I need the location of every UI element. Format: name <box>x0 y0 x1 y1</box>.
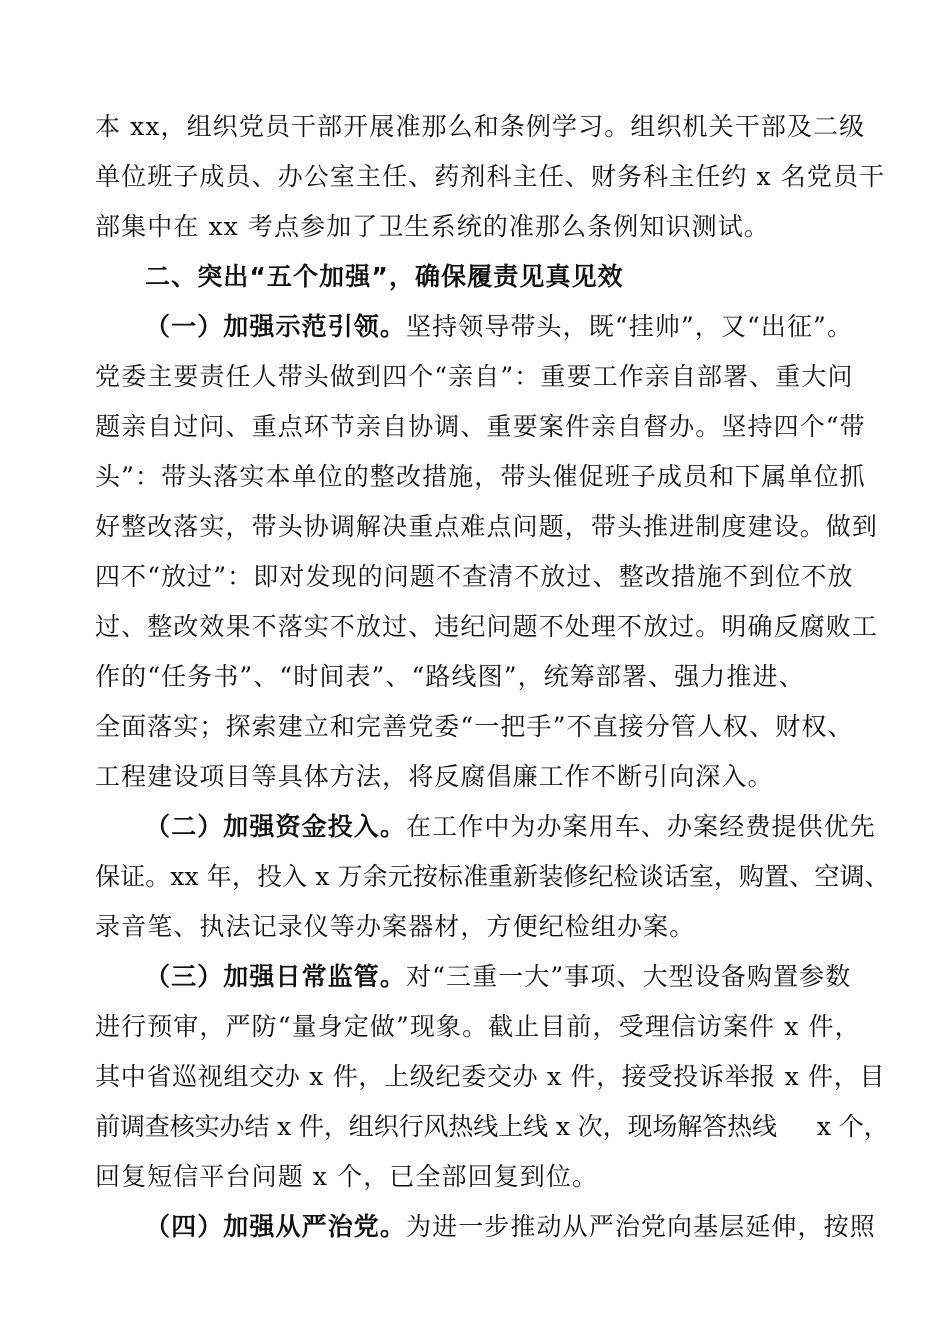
body-text-line: 全面落实；探索建立和完善党委“一把手”不直接分管人权、财权、 <box>95 712 854 741</box>
subsection-4-title: （四）加强从严治党。 <box>145 1212 407 1241</box>
body-text-line: 作的“任务书”、“时间表”、“路线图”，统筹部署、强力推进、 <box>95 662 805 691</box>
body-text-line: 录音笔、执法记录仪等办案器材，方便纪检组办案。 <box>95 912 696 941</box>
body-text-line: 四不“放过”：即对发现的问题不查清不放过、整改措施不到位不放 <box>95 562 854 591</box>
body-text-line: 其中省巡视组交办 x 件，上级纪委交办 x 件，接受投诉举报 x 件，目 <box>95 1062 886 1091</box>
body-text-line <box>95 1112 889 1142</box>
body-text-line: 本 xx，组织党员干部开展准那么和条例学习。组织机关干部及二级 <box>95 112 866 141</box>
body-text-line: 保证。xx 年，投入 x 万余元按标准重新装修纪检谈话室，购置、空调、 <box>95 862 890 891</box>
subsection-1-title: （一）加强示范引领。 <box>145 312 407 341</box>
subsection-3-lead: 对“三重一大”事项、大型设备购置参数 <box>406 962 852 991</box>
body-text-segment: 前调查核实办结 x 件，组织行风热线上线 x 次，现场解答热线 <box>95 1112 777 1141</box>
subsection-4-first-line <box>145 1212 876 1242</box>
body-text-line: 部集中在 xx 考点参加了卫生系统的准那么条例知识测试。 <box>95 212 770 241</box>
subsection-2-lead: 在工作中为办案用车、办案经费提供优先 <box>406 812 876 841</box>
body-text-line: 好整改落实，带头协调解决重点难点问题，带头推进制度建设。做到 <box>95 512 879 541</box>
body-text-line: 党委主要责任人带头做到四个“亲自”：重要工作亲自部署、重大问 <box>95 362 854 391</box>
subsection-3-first-line <box>145 962 851 992</box>
subsection-2-first-line <box>145 812 876 842</box>
subsection-2-title: （二）加强资金投入。 <box>145 812 407 841</box>
subsection-1-lead: 坚持领导带头，既“挂帅”，又“出征”。 <box>406 312 854 341</box>
body-text-line: 单位班子成员、办公室主任、药剂科主任、财务科主任约 x 名党员干 <box>95 162 886 191</box>
body-text-line: 题亲自过问、重点环节亲自协调、重要案件亲自督办。坚持四个“带 <box>95 412 866 441</box>
body-text-segment: x 个， <box>816 1112 889 1141</box>
body-text-line: 过、整改效果不落实不放过、违纪问题不处理不放过。明确反腐败工 <box>95 612 879 641</box>
body-text-line: 工程建设项目等具体方法，将反腐倡廉工作不断引向深入。 <box>95 762 774 791</box>
subsection-4-lead: 为进一步推动从严治党向基层延伸，按照 <box>406 1212 876 1241</box>
section-heading: 二、突出“五个加强”，确保履责见真见效 <box>145 262 624 291</box>
subsection-1-first-line <box>145 312 853 342</box>
body-text-line: 头”：带头落实本单位的整改措施，带头催促班子成员和下属单位抓 <box>95 462 866 491</box>
body-text-line: 回复短信平台问题 x 个，已全部回复到位。 <box>95 1162 599 1191</box>
body-text-line: 进行预审，严防“量身定做”现象。截止目前，受理信访案件 x 件， <box>95 1012 861 1041</box>
subsection-3-title: （三）加强日常监管。 <box>145 962 407 991</box>
